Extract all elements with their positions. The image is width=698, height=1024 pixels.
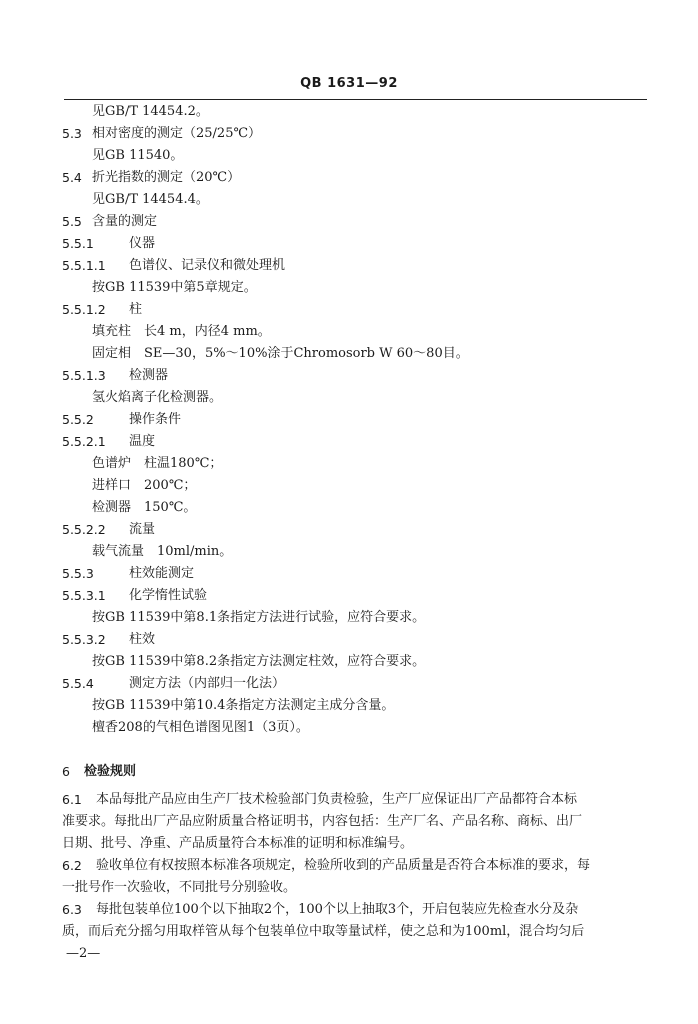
clause-title: 柱效 (129, 632, 156, 647)
clause-title: 温度 (129, 434, 156, 449)
clause-number: 6.1 (62, 792, 82, 807)
clause-text: 檀香208的气相色谱图见图1（3页）。 (92, 720, 309, 735)
text-line (0, 497, 698, 519)
clause-title: 化学惰性试验 (129, 588, 208, 603)
paragraph-first-line (0, 899, 698, 921)
text-line (0, 211, 698, 233)
text-line (0, 717, 698, 739)
clause-title: 柱效能测定 (129, 566, 195, 581)
clause-text: 载气流量 10ml/min。 (92, 544, 233, 559)
paragraph-line (0, 811, 698, 833)
clause-number: 5.5.1 (62, 236, 94, 251)
clause-text: 按GB 11539中第5章规定。 (92, 280, 257, 295)
text-line (0, 233, 698, 255)
clause-title: 色谱仪、记录仪和微处理机 (129, 258, 286, 273)
clause-text: 见GB/T 14454.4。 (92, 192, 209, 207)
clause-number: 5.5.2.2 (62, 522, 106, 537)
document-body (0, 101, 698, 943)
clause-text: 检测器 150℃。 (92, 500, 197, 515)
paragraph-text: 验收单位有权按照本标准各项规定，检验所收到的产品质量是否符合本标准的要求，每 (96, 858, 591, 873)
text-line (0, 519, 698, 541)
section-6-heading (0, 761, 698, 783)
clause-number: 5.3 (62, 126, 82, 141)
header-rule (64, 99, 647, 100)
page-number: —2— (66, 946, 101, 961)
text-line (0, 299, 698, 321)
paragraph-first-line (0, 789, 698, 811)
clause-number: 5.5.3 (62, 566, 94, 581)
text-line (0, 475, 698, 497)
paragraph-text: 一批号作一次验收，不同批号分别验收。 (62, 880, 297, 895)
text-line (0, 101, 698, 123)
text-line (0, 387, 698, 409)
paragraph-text: 本品每批产品应由生产厂技术检验部门负责检验，生产厂应保证出厂产品都符合本标 (96, 792, 578, 807)
text-line (0, 541, 698, 563)
clause-number: 5.5.3.1 (62, 588, 106, 603)
text-line (0, 629, 698, 651)
clause-number: 5.5.2.1 (62, 434, 106, 449)
clause-title: 柱 (129, 302, 143, 317)
clause-text: 按GB 11539中第8.2条指定方法测定柱效，应符合要求。 (92, 654, 426, 669)
paragraph-text: 每批包装单位100个以下抽取2个，100个以上抽取3个，开启包装应先检查水分及杂 (96, 902, 579, 917)
text-line (0, 651, 698, 673)
text-line (0, 123, 698, 145)
text-line (0, 431, 698, 453)
paragraph-text: 日期、批号、净重、产品质量符合本标准的证明和标准编号。 (62, 836, 414, 851)
clause-title: 含量的测定 (92, 214, 158, 229)
text-line (0, 607, 698, 629)
section-5-lines (0, 101, 698, 739)
clause-number: 5.5.1.2 (62, 302, 106, 317)
paragraph-line (0, 877, 698, 899)
text-line (0, 145, 698, 167)
clause-title: 检测器 (129, 368, 169, 383)
clause-number: 5.4 (62, 170, 82, 185)
clause-text: 见GB/T 14454.2。 (92, 104, 209, 119)
text-line (0, 255, 698, 277)
paragraph-line (0, 921, 698, 943)
section-gap (0, 739, 698, 761)
clause-number: 5.5.1.3 (62, 368, 106, 383)
clause-number: 5.5.2 (62, 412, 94, 427)
clause-text: 见GB 11540。 (92, 148, 184, 163)
clause-number: 6.3 (62, 902, 82, 917)
page-header-code: QB 1631—92 (300, 76, 398, 91)
clause-number: 5.5.1.1 (62, 258, 106, 273)
text-line (0, 673, 698, 695)
text-line (0, 167, 698, 189)
clause-text: 色谱炉 柱温180℃； (92, 456, 223, 471)
text-line (0, 343, 698, 365)
text-line (0, 365, 698, 387)
clause-number: 5.5 (62, 214, 82, 229)
paragraph-text: 质，而后充分摇匀用取样管从每个包装单位中取等量试样，使之总和为100ml，混合均匀后 (62, 924, 585, 939)
clause-text: 固定相 SE—30，5%～10%涂于Chromosorb W 60～80目。 (92, 346, 469, 361)
clause-text: 按GB 11539中第10.4条指定方法测定主成分含量。 (92, 698, 395, 713)
section-6-paragraphs (0, 789, 698, 943)
clause-number: 5.5.3.2 (62, 632, 106, 647)
paragraph-text: 准要求。每批出厂产品应附质量合格证明书，内容包括：生产厂名、产品名称、商标、出厂 (62, 814, 583, 829)
text-line (0, 453, 698, 475)
clause-title: 折光指数的测定（20℃） (92, 170, 241, 185)
paragraph-line (0, 833, 698, 855)
text-line (0, 321, 698, 343)
text-line (0, 409, 698, 431)
clause-text: 进样口 200℃； (92, 478, 197, 493)
paragraph-first-line (0, 855, 698, 877)
clause-text: 按GB 11539中第8.1条指定方法进行试验，应符合要求。 (92, 610, 426, 625)
section-6-number: 6 (62, 764, 70, 779)
section-6-title: 检验规则 (84, 764, 137, 779)
clause-number: 6.2 (62, 858, 82, 873)
clause-text: 氢火焰离子化检测器。 (92, 390, 223, 405)
text-line (0, 189, 698, 211)
clause-text: 填充柱 长4 m，内径4 mm。 (92, 324, 271, 339)
text-line (0, 695, 698, 717)
text-line (0, 277, 698, 299)
clause-number: 5.5.4 (62, 676, 94, 691)
clause-title: 相对密度的测定（25/25℃） (92, 126, 262, 141)
clause-title: 仪器 (129, 236, 156, 251)
clause-title: 操作条件 (129, 412, 182, 427)
text-line (0, 563, 698, 585)
clause-title: 流量 (129, 522, 156, 537)
clause-title: 测定方法（内部归一化法） (129, 676, 286, 691)
text-line (0, 585, 698, 607)
